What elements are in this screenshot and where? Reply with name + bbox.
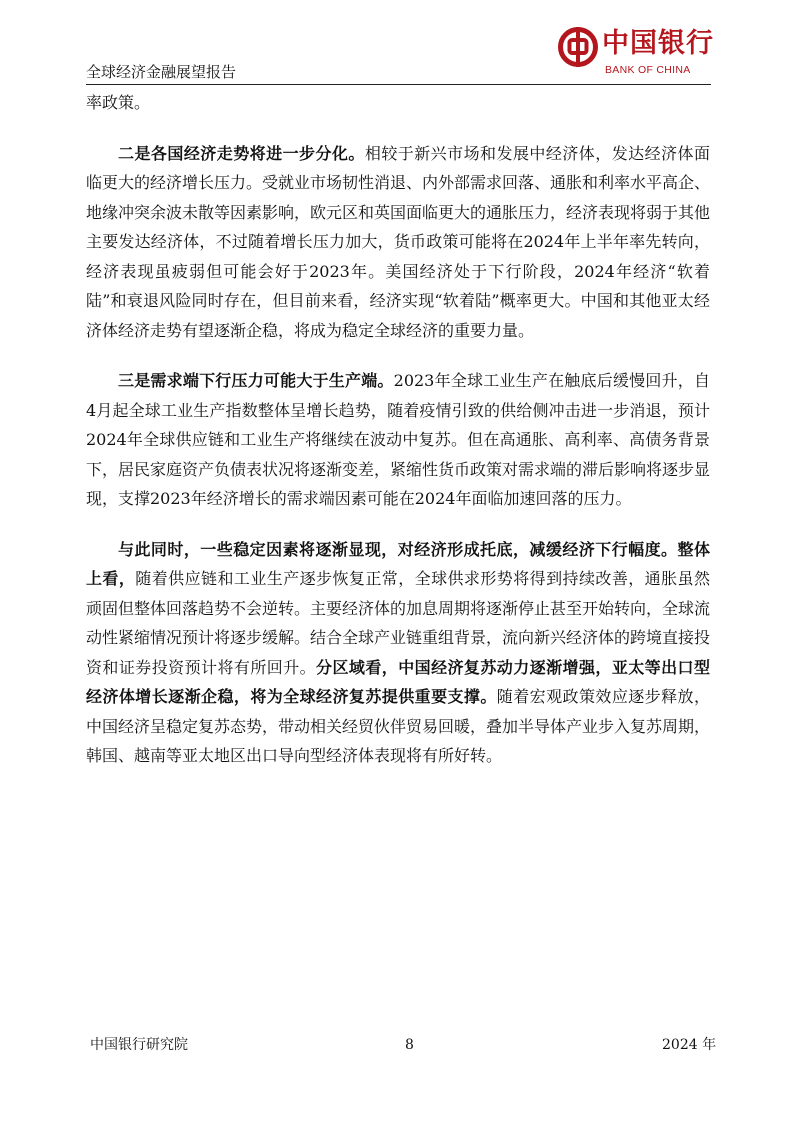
logo-chinese-name: 中国银行 [602,28,714,59]
paragraph-heading-stabilizing: 与此同时，一些稳定因素将逐渐显现，对经济形成托底，减缓经济下行幅度。 [118,539,678,559]
paragraph-heading-demand: 三是需求端下行压力可能大于生产端。 [118,371,394,390]
footer-institute: 中国银行研究院 [90,1037,188,1053]
bank-of-china-logo-icon [557,26,599,68]
regional-heading: 分区域看，中国经济复苏动力逐渐增强，亚太等出口型经济体增长逐渐企稳，将为全球经济复苏提供重要支撑。 [86,657,710,706]
overall-heading: 整体上看， [86,539,710,588]
page-number: 8 [405,1037,414,1053]
logo-english-name: BANK OF CHINA [605,64,691,76]
report-body [86,88,710,771]
footer-year: 2024 年 [662,1037,717,1053]
paragraph-text: 相较于新兴市场和发展中经济体，发达经济体面临更大的经济增长压力。受就业市场韧性消退、内外部需求回落、通胀和利率水平高企、地缘冲突余波未散等因素影响，欧元区和英国面临更大的通胀压力，经济表现将弱于其他主要发达经济体，不过随着增长压力加大，货币政策可能将在2024年上半年率先转向，经济表现虽疲弱但可能会好于2023年。美国经济处于下行阶段，2024年经济“软着陆”和衰退风险同时存在，但目前来看，经济实现“软着陆”概率更大。中国和其他亚太经济体经济走势有望逐渐企稳，将成为稳定全球经济的重要力量。 [86,143,711,340]
paragraph-continuation: 率政策。 [86,93,151,112]
bank-logo [557,20,715,82]
header-divider [86,84,711,85]
paragraph-heading-divergence: 二是各国经济走势将进一步分化。 [118,143,365,163]
paragraph-stabilizing-factors [86,535,710,771]
paragraph-demand-pressure [86,366,710,514]
paragraph-divergence [86,139,710,346]
paragraph-text: 随着供应链和工业生产逐步恢复正常，全球供求形势将得到持续改善，通胀虽然顽固但整体回落趋势不会逆转。主要经济体的加息周期将逐渐停止甚至开始转向，全球流动性紧缩情况预计将逐步缓解。结合全球产业链重组背景，流向新兴经济体的跨境直接投资和证券投资预计将有所回升。 [86,569,711,677]
report-title: 全球经济金融展望报告 [86,63,237,81]
paragraph-text: 随着宏观政策效应逐步释放，中国经济呈稳定复苏态势，带动相关经贸伙伴贸易回暖，叠加半导体产业步入复苏周期，韩国、越南等亚太地区出口导向型经济体表现将有所好转。 [86,687,711,765]
paragraph-text: 2023年全球工业生产在触底后缓慢回升，自4月起全球工业生产指数整体呈增长趋势，随着疫情引致的供给侧冲击进一步消退，预计2024年全球供应链和工业生产将继续在波动中复苏。但在高通胀、高利率、高债务背景下，居民家庭资产负债表状况将逐渐变差，紧缩性货币政策对需求端的滞后影响将逐步显现，支撑2023年经济增长的需求端因素可能在2024年面临加速回落的压力。 [86,371,711,508]
